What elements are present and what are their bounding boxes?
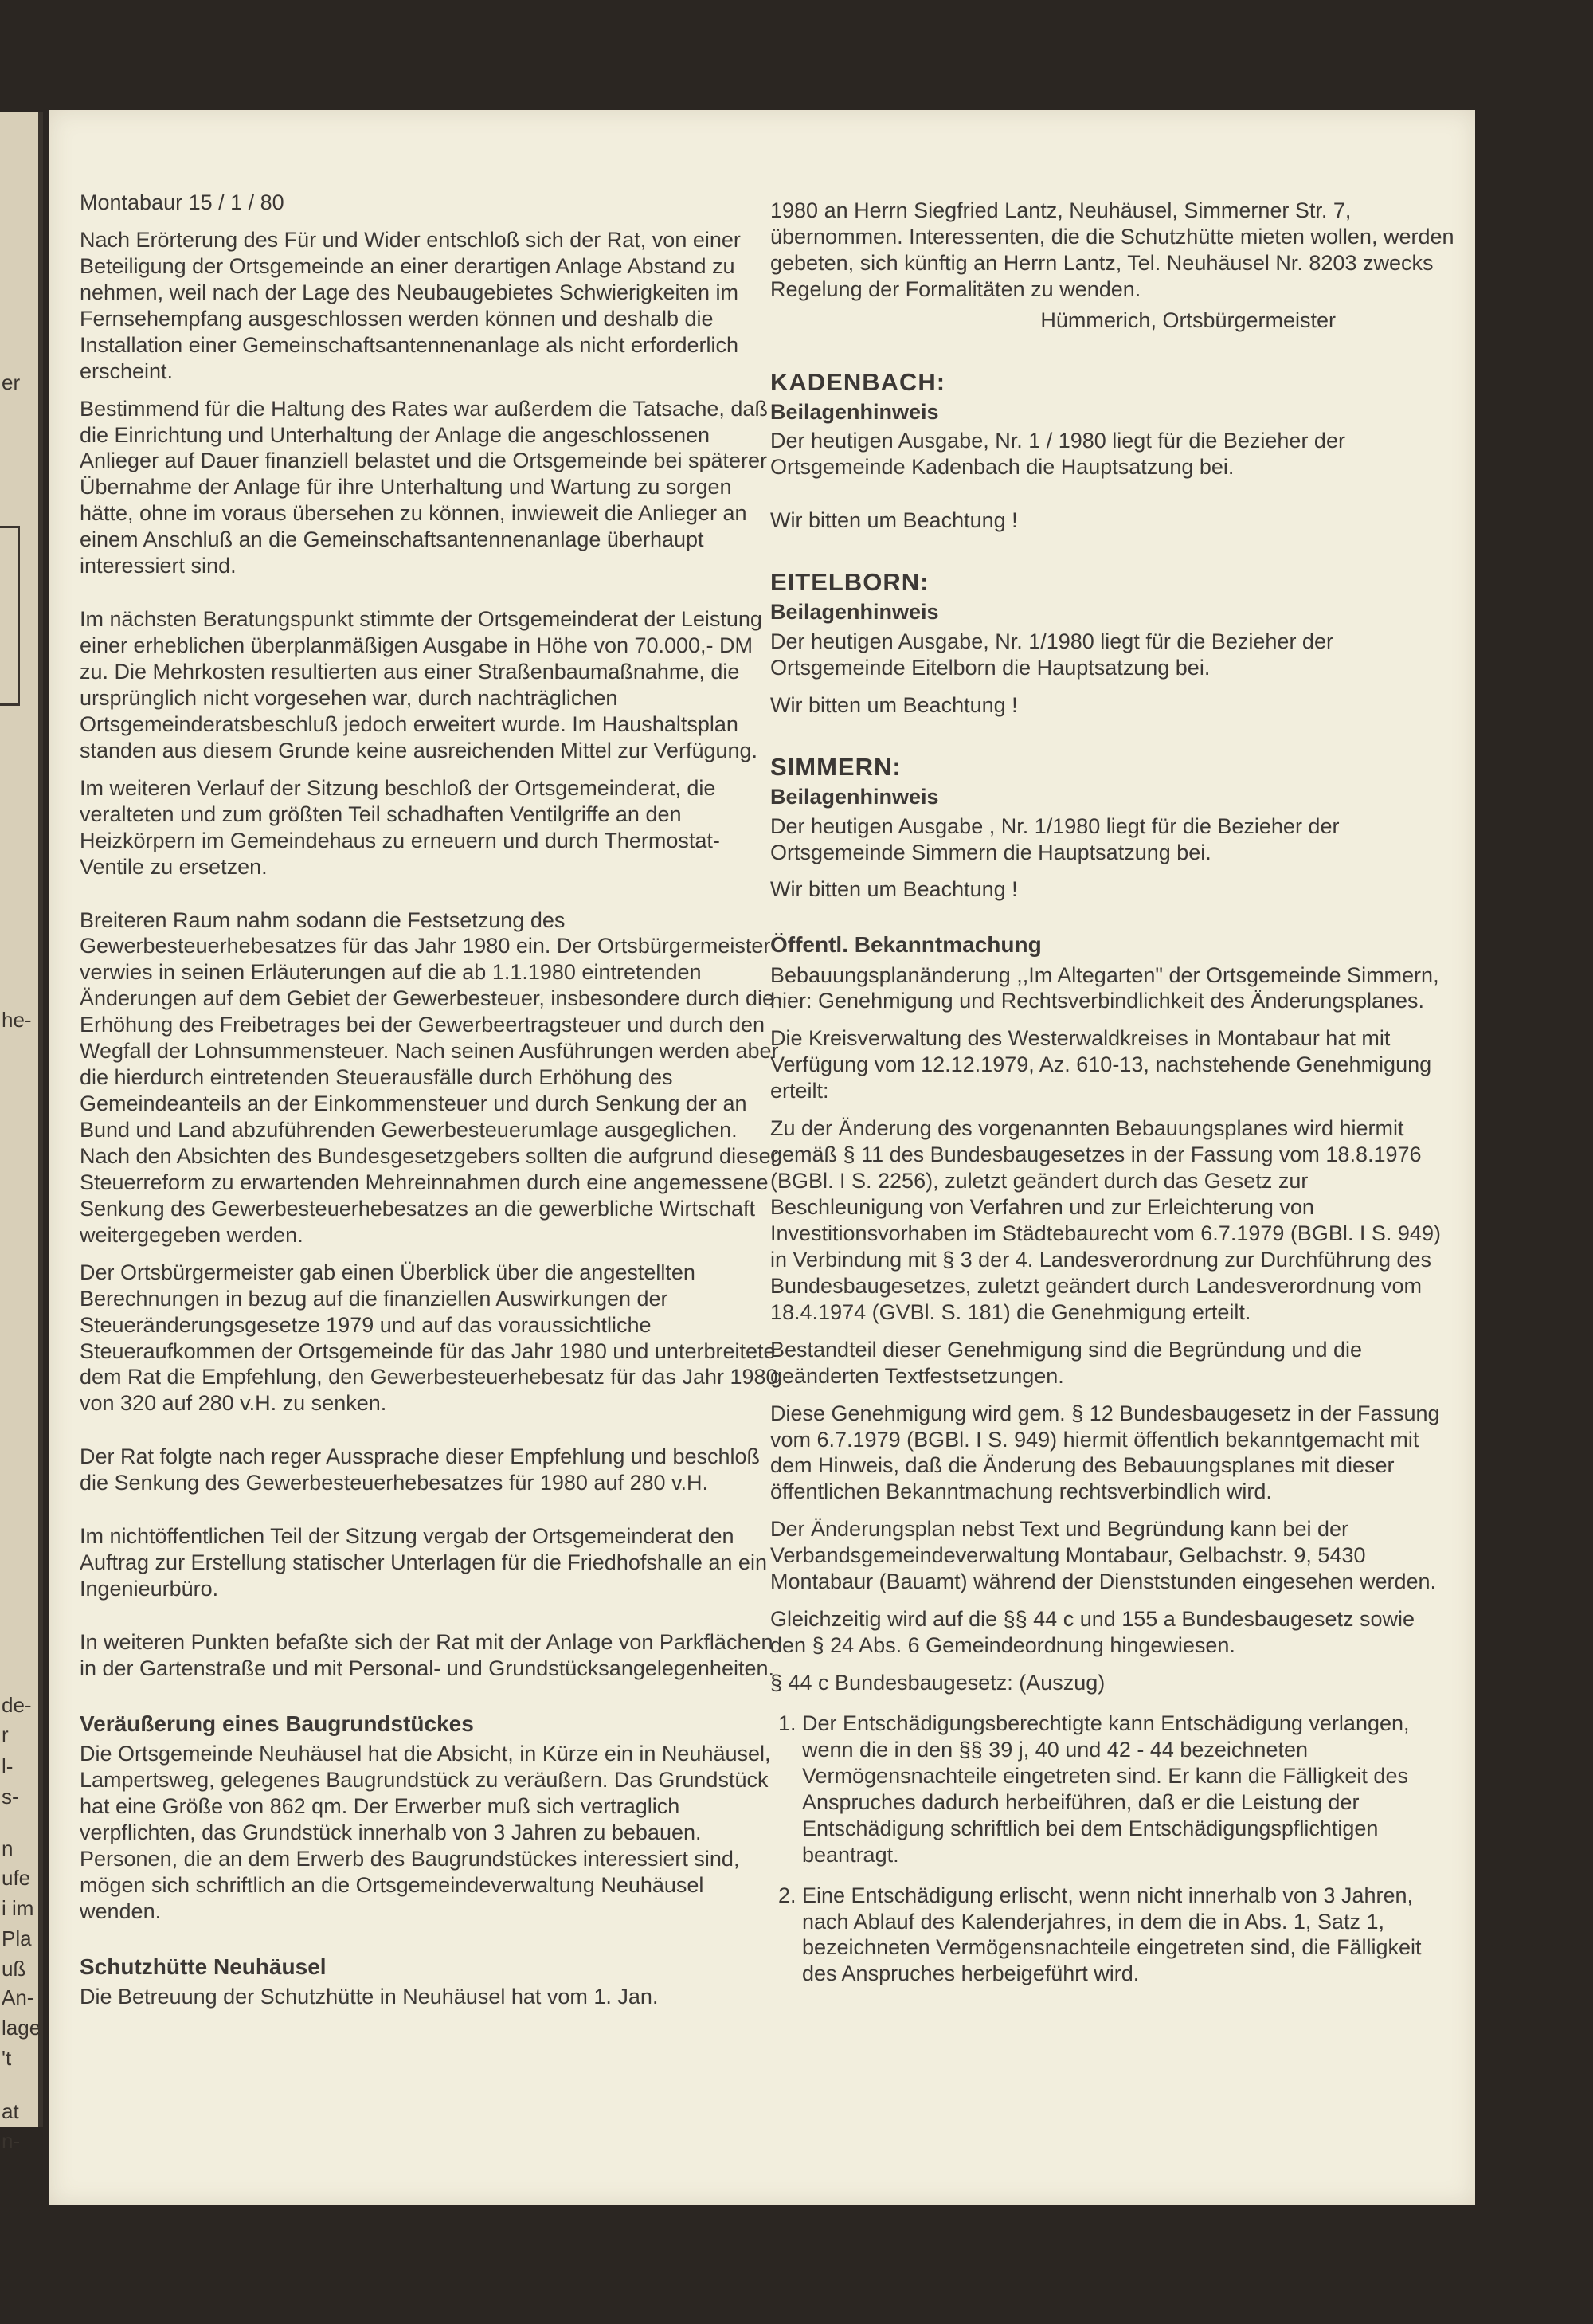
paragraph: Bebauungsplanänderung ,,Im Altegarten" der Ortsgemeinde Simmern, hier: Genehmigung und Rechtsverbindlichkeit des Änderungsplanes. xyxy=(770,962,1439,1013)
fragment-text: n xyxy=(2,1836,14,1860)
paragraph: Der Ortsbürgermeister gab einen Überblick über die angestellten Berechnungen in bezug auf die finanziellen Auswirkungen der Steueränderungsgesetze 1979 und auf das voraussichtliche Steueraufkommen der Ortsgemeinde für das Jahr 1980 und unterbreitete dem Rat die Empfehlung, den Gewerbesteuerhebesatz für das Jahr 1980 von 320 auf 280 v.H. zu senken. xyxy=(80,1260,778,1416)
paragraph: Im nächsten Beratungspunkt stimmte der Ortsgemeinderat der Leistung einer erheblichen überplanmäßigen Ausgabe in Höhe von 70.000,- DM zu. Die Mehrkosten resultierten aus einer Straßenbaumaßnahme, die ursprünglich nicht vorgesehen war, durch nachträglichen Ortsgemeinderatsbeschluß jedoch erweitert wurde. Im Haushaltsplan standen aus diesem Grunde keine ausreichenden Mittel zur Verfügung. xyxy=(80,607,762,762)
place-heading-kadenbach: KADENBACH: xyxy=(770,367,946,396)
fragment-text: lage xyxy=(2,2016,41,2040)
fragment-text: er xyxy=(2,370,21,394)
paragraph: Die Kreisverwaltung des Westerwaldkreises in Montabaur hat mit Verfügung vom 12.12.1979, Az. 610-13, nachstehende Genehmigung erteilt: xyxy=(770,1026,1432,1103)
notice-text: Der heutigen Ausgabe, Nr. 1/1980 liegt für die Bezieher der Ortsgemeinde Eitelborn die Hauptsatzung bei. xyxy=(770,629,1333,680)
fragment-text: r xyxy=(2,1722,9,1746)
fragment-text: s- xyxy=(2,1785,19,1809)
fragment-text: 't xyxy=(2,2046,12,2070)
place-heading-simmern: SIMMERN: xyxy=(770,752,902,781)
paragraph: In weiteren Punkten befaßte sich der Rat mit der Anlage von Parkflächen in der Gartenstraße und mit Personal- und Grundstücksangelegenheiten. xyxy=(80,1630,775,1680)
notice-note: Wir bitten um Beachtung ! xyxy=(770,692,1018,717)
fragment-text: ufe xyxy=(2,1866,31,1890)
paragraph: Im nichtöffentlichen Teil der Sitzung vergab der Ortsgemeinderat den Auftrag zur Erstellung statischer Unterlagen für die Friedhofshalle an ein Ingenieurbüro. xyxy=(80,1524,767,1601)
place-heading-eitelborn: EITELBORN: xyxy=(770,568,930,597)
hut-continued: 1980 an Herrn Siegfried Lantz, Neuhäusel, Simmerner Str. 7, übernommen. Interessenten, die die Schutzhütte mieten wollen, werden gebeten, sich künftig an Herrn Lantz, Tel. Neuhäusel Nr. 8203 zwecks Regelung der Formalitäten zu wenden. xyxy=(770,198,1454,301)
paragraph: Der Rat folgte nach reger Aussprache dieser Empfehlung und beschloß die Senkung des Gewerbesteuerhebesatzes für 1980 auf 280 v.H. xyxy=(80,1444,760,1495)
fragment-text: at xyxy=(2,2099,19,2123)
paragraph: Diese Genehmigung wird gem. § 12 Bundesbaugesetz in der Fassung vom 6.7.1979 (BGBl. I S. 949) hiermit öffentlich bekanntgemacht mit dem Hinweis, daß die Änderung des Bebauungsplanes mit dieser öffentlichen Bekanntmachung rechtsverbindlich wird. xyxy=(770,1401,1440,1504)
signature: Hümmerich, Ortsbürgermeister xyxy=(1040,308,1336,332)
subhead-simmern: Beilagenhinweis xyxy=(770,784,939,809)
paragraph: Bestimmend für die Haltung des Rates war außerdem die Tatsache, daß die Einrichtung und Unterhaltung der Anlage die angeschlossenen Anlieger auf Dauer finanziell belastet und die Ortsgemeinde bei späterer Übernahme der Anlage für ihre Unterhaltung und Wartung zu sorgen hätte, ohne im voraus übersehen zu können, inwieweit die Anlieger an einem Anschluß an die Gemeinschaftsantennenanlage überhaupt interessiert sind. xyxy=(80,396,768,578)
notice-note: Wir bitten um Beachtung ! xyxy=(770,508,1018,533)
previous-page-box xyxy=(0,526,20,706)
paragraph: Der Änderungsplan nebst Text und Begründung kann bei der Verbandsgemeindeverwaltung Montabaur, Gelbachstr. 9, 5430 Montabaur (Bauamt) während der Dienststunden eingesehen werden. xyxy=(770,1517,1437,1594)
law-list xyxy=(770,1711,1455,1987)
paragraph: Nach Erörterung des Für und Wider entschloß sich der Rat, von einer Beteiligung der Ortsgemeinde an einer derartigen Anlage Abstand zu nehmen, weil nach der Lage des Neubaugebietes Schwierigkeiten im Fernsehempfang ausgeschlossen werden können und deshalb die Installation einer Gemeinschaftsantennenanlage als nicht erforderlich erscheint. xyxy=(80,227,741,383)
right-column xyxy=(770,198,1455,2001)
notice-note: Wir bitten um Beachtung ! xyxy=(770,877,1018,902)
subhead-kadenbach: Beilagenhinweis xyxy=(770,399,939,424)
paragraph: Im weiteren Verlauf der Sitzung beschloß der Ortsgemeinderat, die veralteten und zum größten Teil schadhaften Ventilgriffe an den Heizkörpern im Gemeindehaus zu erneuern und durch Thermostat-Ventile zu ersetzen. xyxy=(80,775,720,879)
notice-text: Der heutigen Ausgabe , Nr. 1/1980 liegt für die Bezieher der Ortsgemeinde Simmern die Hauptsatzung bei. xyxy=(770,813,1340,864)
fragment-text: de- xyxy=(2,1693,32,1717)
public-notice-heading: Öffentl. Bekanntmachung xyxy=(770,932,1042,958)
fragment-text: uß xyxy=(2,1957,26,1981)
paragraph: Zu der Änderung des vorgenannten Bebauungsplanes wird hiermit gemäß § 11 des Bundesbaugesetzes in der Fassung vom 18.8.1976 (BGBl. I S. 2256), zuletzt geändert durch das Gesetz zur Beschleunigung von Verfahren und zur Erleichterung von Investitionsvorhaben im Städtebaurecht vom 6.7.1979 (BGBl. I S. 949) in Verbindung mit § 3 der 4. Landesverordnung zur Durchführung des Bundesbaugesetzes, zuletzt geändert durch Landesverordnung vom 18.4.1974 (GVBl. S. 181) die Genehmigung erteilt. xyxy=(770,1116,1441,1324)
dateline: Montabaur 15 / 1 / 80 xyxy=(80,190,284,214)
previous-page-edge xyxy=(0,112,43,2153)
hut-text: Die Betreuung der Schutzhütte in Neuhäusel hat vom 1. Jan. xyxy=(80,1984,659,2009)
subhead-eitelborn: Beilagenhinweis xyxy=(770,600,939,625)
fragment-text: Pla xyxy=(2,1926,32,1950)
notice-text: Der heutigen Ausgabe, Nr. 1 / 1980 liegt für die Bezieher der Ortsgemeinde Kadenbach die Hauptsatzung bei. xyxy=(770,429,1345,480)
fragment-text: he- xyxy=(2,1008,32,1032)
law-item: 2. Eine Entschädigung erlischt, wenn nicht innerhalb von 3 Jahren, nach Ablauf des Kalenderjahres, in dem die in Abs. 1, Satz 1, bezeichneten Vermögensnachteile eingetreten sind, die Fälligkeit des Anspruches herbeigeführt wird. xyxy=(802,1883,1455,1988)
paragraph: Bestandteil dieser Genehmigung sind die Begründung und die geänderten Textfestsetzungen. xyxy=(770,1337,1363,1388)
fragment-text: l- xyxy=(2,1754,14,1778)
sale-text: Die Ortsgemeinde Neuhäusel hat die Absicht, in Kürze ein in Neuhäusel, Lampertsweg, gelegenes Baugrundstück zu veräußern. Das Grundstück hat eine Größe von 862 qm. Der Erwerber muß sich vertraglich verpflichten, das Grundstück innerhalb von 3 Jahren zu bebauen. Personen, die an dem Erwerb des Baugrundstückes interessiert sind, mögen sich schriftlich an die Ortsgemeindeverwaltung Neuhäusel wenden. xyxy=(80,1742,771,1923)
left-column xyxy=(80,190,781,2021)
paragraph: Breiteren Raum nahm sodann die Festsetzung des Gewerbesteuerhebesatzes für das Jahr 1980 ein. Der Ortsbürgermeister verwies in seinen Erläuterungen auf die ab 1.1.1980 eintretenden Änderungen auf dem Gebiet der Gewerbesteuer, insbesondere durch die Erhöhung des Freibetrages bei der Gewerbeertragsteuer und durch den Wegfall der Lohnsummensteuer. Nach seinen Ausführungen werden aber die hierdurch eintretenden Steuerausfälle durch Erhöhung des Gemeindeanteils an der Einkommensteuer und durch Senkung der an Bund und Land abzuführenden Gewerbesteuerumlage ausgeglichen. Nach den Absichten des Bundesgesetzgebers sollten die aufgrund dieser Steuerreform zu erwartenden Mehreinnahmen durch eine angemessene Senkung des Gewerbesteuerhebesatzes an die gewerbliche Wirtschaft weitergegeben werden. xyxy=(80,907,779,1247)
hut-heading: Schutzhütte Neuhäusel xyxy=(80,1954,327,1979)
law-title: § 44 c Bundesbaugesetz: (Auszug) xyxy=(770,1671,1106,1695)
fragment-text: i im xyxy=(2,1896,34,1920)
paragraph: Gleichzeitig wird auf die §§ 44 c und 155 a Bundesbaugesetz sowie den § 24 Abs. 6 Gemeindeordnung hingewiesen. xyxy=(770,1607,1415,1658)
fragment-text: n- xyxy=(2,2129,21,2153)
document-page xyxy=(49,110,1475,2205)
law-item: 1. Der Entschädigungsberechtigte kann Entschädigung verlangen, wenn die in den §§ 39 j, 40 und 42 - 44 bezeichneten Vermögensnachteile eingetreten sind. Er kann die Fälligkeit des Anspruches dadurch herbeiführen, daß er die Leistung der Entschädigung schriftlich bei dem Entschädigungspflichtigen beantragt. xyxy=(802,1711,1455,1868)
sale-heading: Veräußerung eines Baugrundstückes xyxy=(80,1711,474,1736)
fragment-text: An- xyxy=(2,1985,34,2009)
